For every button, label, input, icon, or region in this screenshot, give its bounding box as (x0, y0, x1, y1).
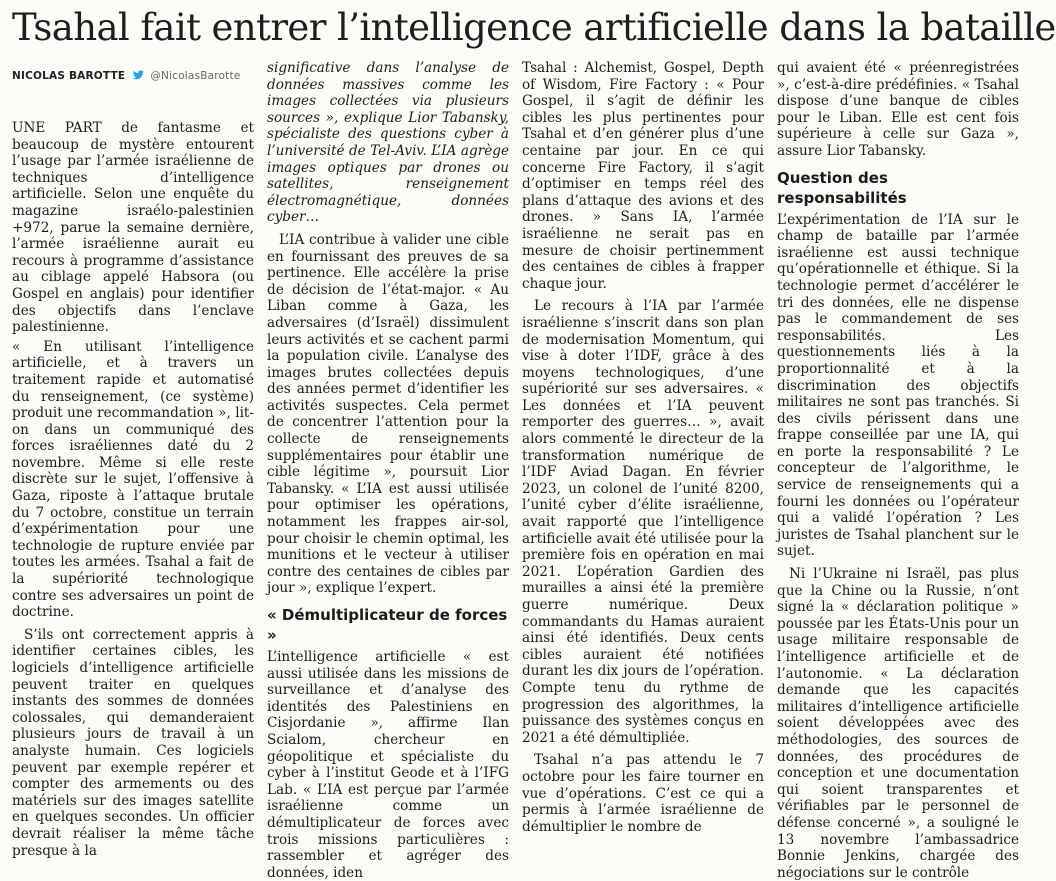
article-column-1 (12, 60, 254, 859)
paragraph: L’IA contribue à valider une cible en fournissant des preuves de sa pertinence. Elle accélère la prise de décision de l’état-major. « Au Liban comme à Gaza, les adversaires (d’Israël) dissimulent leurs activités et se cachent parmi la population civile. L’analyse des images brutes collectées depuis des années permet d’identifier les activités suspectes. Cela permet de concentrer l’attention pour la collecte de renseignements supplémentaires pour établir une cible légitime », poursuit Lior Tabansky. « L’IA est aussi utilisée pour optimiser les opérations, notamment les frappes air-sol, pour choisir le chemin optimal, les munitions et le vecteur à utiliser contre des centaines de cibles par jour », explique l’expert. (267, 231, 509, 597)
section-subhead: Question des responsabilités (777, 168, 907, 207)
article-column-2 (267, 60, 509, 881)
headline: Tsahal fait entrer l’intelligence artificielle dans la bataille (12, 6, 1056, 49)
paragraph: Tsahal : Alchemist, Gospel, Depth of Wisdom, Fire Factory : « Pour Gospel, il s’agit de définir les cibles les plus pertinentes pour Tsahal et d’en générer plus d’une centaine par jour. En ce qui concerne Fire Factory, il s’agit d’optimiser en temps réel des plans d’attaque des avions et des drones. » Sans IA, l’armée israélienne ne serait pas en mesure de choisir pertinemment des centaines de cibles à frapper chaque jour. (522, 60, 764, 292)
paragraph: S’ils ont correctement appris à identifier certaines cibles, les logiciels d’intelligence artificielle peuvent traiter en quelques instants des sommes de données colossales, qui demanderaient plusieurs jours de travail à un analyste humain. Ces logiciels peuvent par exemple repérer et compter des armements ou des matériels sur des images satellite en quelques secondes. Un officier devrait réaliser la même tâche presque à la (12, 626, 254, 859)
article-column-4 (777, 60, 1019, 881)
twitter-bird-icon (133, 70, 144, 80)
byline (12, 68, 254, 84)
paragraph: qui avaient été « préenregistrées », c’est-à-dire prédéfinies. « Tsahal dispose d’une banque de cibles pour le Liban. Elle est cent fois supérieure à celle sur Gaza », assure Lior Tabansky. (777, 60, 1019, 159)
paragraph: L’expérimentation de l’IA sur le champ de bataille par l’armée israélienne est aussi technique qu’opérationnelle et éthique. Si la technologie permet d’accélérer le tri des données, elle ne dispense pas le commandement de ses responsabilités. Les questionnements liés à la proportionnalité et à la discrimination des objectifs militaires ne sont pas tranchés. Si des civils périssent dans une frappe conseillée par une IA, qui en porte la responsabilité ? Le concepteur de l’algorithme, le service de renseignements qui a fourni les données ou l’opérateur qui a validé l’opération ? Les juristes de Tsahal planchent sur le sujet. (777, 211, 1019, 560)
paragraph: Ni l’Ukraine ni Israël, pas plus que la Chine ou la Russie, n’ont signé la « déclaration politique » poussée par les États-Unis pour un usage militaire responsable de l’intelligence artificielle et de l’autonomie. « La déclaration demande que les capacités militaires d’intelligence artificielle soient développées avec des méthodologies, des sources de données, des procédures de conception et une documentation qui soient transparentes et vérifiables par le personnel de défense concerné », a souligné le 13 novembre l’ambassadrice Bonnie Jenkins, chargée des négociations sur le contrôle (777, 566, 1019, 881)
section-subhead: « Démultiplicateur de forces » (267, 606, 508, 644)
paragraph: L’intelligence artificielle « est aussi utilisée dans les missions de surveillance et d’analyse des identités des Palestiniens en Cisjordanie », affirme Ilan Scialom, chercheur en géopolitique et spécialiste du cyber à l’institut Geode et à l’IFG Lab. « L’IA est perçue par l’armée israélienne comme un démultiplicateur de forces avec trois missions particulières : rassembler et agréger des données, iden (267, 649, 509, 881)
quote-paragraph: « En utilisant l’intelligence artificielle, et à travers un traitement rapide et automatisé du renseignement, (ce système) produit une recommandation », lit-on dans un communiqué des forces israéliennes daté du 2 novembre. Même si elle reste discrète sur le sujet, l’offensive à Gaza, riposte à l’attaque brutale du 7 octobre, constitue un terrain d’expérimentation pour une technologie de rupture enviée par toutes les armées. Tsahal a fait de la supériorité technologique contre ses adversaires un point de doctrine. (12, 338, 254, 621)
paragraph: significative dans l’analyse de données massives comme les images collectées via plusieurs sources », explique Lior Tabansky, spécialiste des questions cyber à l’université de Tel-Aviv. L’IA agrège images optiques par drones ou satellites, renseignement électromagnétique, données cyber… (267, 60, 509, 226)
paragraph: Tsahal n’a pas attendu le 7 octobre pour les faire tourner en vue d’opérations. C’est ce qui a permis à l’armée israélienne de démultiplier le nombre de (522, 752, 764, 835)
byline-author: NICOLAS BAROTTE (12, 70, 126, 82)
article-column-3 (522, 60, 764, 835)
paragraph: Le recours à l’IA par l’armée israélienne s’inscrit dans son plan de modernisation Momentum, qui vise à doter l’IDF, grâce à des moyens technologiques, d’une supériorité sur ses adversaires. « Les données et l’IA peuvent remporter des guerres… », avait alors commenté le directeur de la transformation numérique de l’IDF Aviad Dagan. En février 2023, un colonel de l’unité 8200, l’unité cyber d’élite israélienne, avait rapporté que l’intelligence artificielle avait été utilisée pour la première fois en opération en mai 2021. L’opération Gardien des murailles a ainsi été la première guerre numérique. Deux commandants du Hamas auraient ainsi été identifiés. Deux cents cibles auraient été notifiées durant les dix jours de l’opération. Compte tenu du rythme de progression des algorithmes, la puissance des systèmes conçus en 2021 a été démultipliée. (522, 298, 764, 746)
byline-handle: @NicolasBarotte (150, 70, 241, 82)
paragraph: UNE PART de fantasme et beaucoup de mystère entourent l’usage par l’armée israélienne de techniques d’intelligence artificielle. Selon une enquête du magazine israélo-palestinien +972, parue la semaine dernière, l’armée israélienne aurait eu recours à programme d’assistance au ciblage appelé Habsora (ou Gospel en anglais) pour identifier des objectifs dans l’enclave palestinienne. (12, 120, 254, 336)
